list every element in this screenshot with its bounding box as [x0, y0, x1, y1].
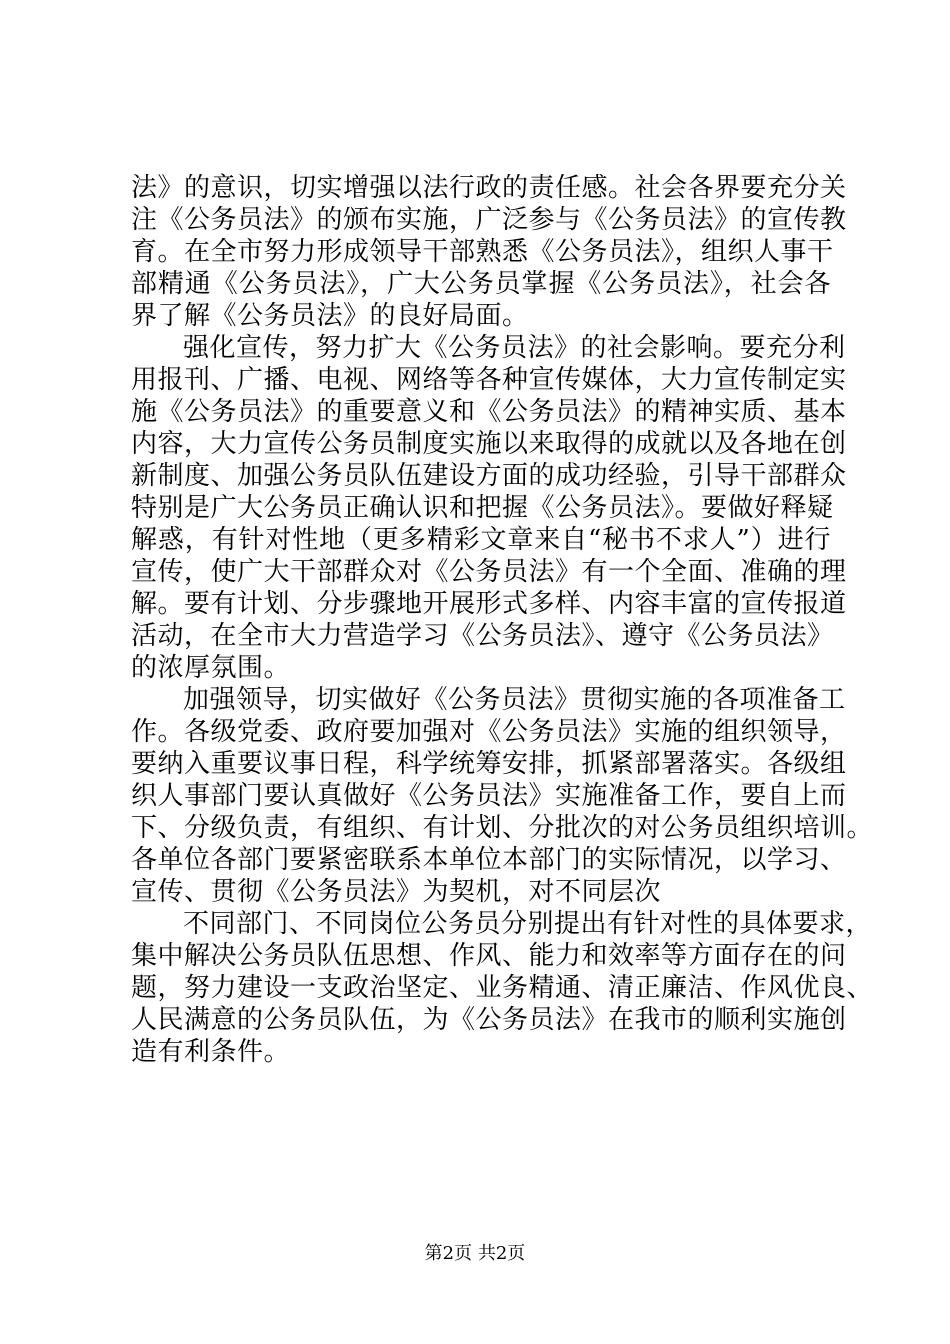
text-line: 界了解《公务员法》的良好局面。	[131, 301, 529, 331]
text-line: 特别是广大公务员正确认识和把握《公务员法》。要做好释疑	[131, 493, 834, 523]
text-line: 造有利条件。	[131, 1037, 291, 1067]
text-line: 织人事部门要认真做好《公务员法》实施准备工作，要自上而	[131, 781, 847, 811]
text-line: 宣传，使广大干部群众对《公务员法》有一个全面、准确的理	[131, 557, 847, 587]
text-line: 内容，大力宣传公务员制度实施以来取得的成就以及各地在创	[131, 429, 847, 459]
text-line: 法》的意识，切实增强以法行政的责任感。社会各界要充分关	[131, 173, 847, 203]
text-line: 注《公务员法》的颁布实施，广泛参与《公务员法》的宣传教	[131, 205, 847, 235]
text-line: 新制度、加强公务员队伍建设方面的成功经验，引导干部群众	[131, 461, 847, 491]
text-line: 用报刊、广播、电视、网络等各种宣传媒体，大力宣传制定实	[131, 365, 847, 395]
text-line: 要纳入重要议事日程，科学统筹安排，抓紧部署落实。各级组	[131, 749, 847, 779]
paragraph-start-line: 强化宣传，努力扩大《公务员法》的社会影响。要充分利	[183, 333, 846, 363]
text-line: 题，努力建设一支政治坚定、业务精通、清正廉洁、作风优良、	[131, 973, 874, 1003]
paragraph-start-line: 不同部门、不同岗位公务员分别提出有针对性的具体要求，	[183, 909, 873, 939]
text-line: 作。各级党委、政府要加强对《公务员法》实施的组织领导，	[131, 717, 847, 747]
text-line: 部精通《公务员法》，广大公务员掌握《公务员法》，社会各	[131, 269, 831, 299]
paragraph-start-line: 加强领导，切实做好《公务员法》贯彻实施的各项准备工	[183, 685, 846, 715]
text-line: 的浓厚氛围。	[131, 653, 291, 683]
text-line: 育。在全市努力形成领导干部熟悉《公务员法》，组织人事干	[131, 237, 834, 267]
body-text	[131, 172, 874, 1068]
text-line: 宣传、贯彻《公务员法》为契机，对不同层次	[131, 877, 662, 907]
text-line: 活动，在全市大力营造学习《公务员法》、遵守《公务员法》	[131, 621, 834, 651]
page-number-label: 第2页 共2页	[424, 1243, 526, 1264]
text-line: 下、分级负责，有组织、有计划、分批次的对公务员组织培训。	[131, 813, 874, 843]
text-line: 解惑，有针对性地（更多精彩文章来自“秘书不求人”）进行	[131, 525, 831, 555]
page-footer	[0, 1242, 950, 1266]
text-line: 集中解决公务员队伍思想、作风、能力和效率等方面存在的问	[131, 941, 847, 971]
text-line: 人民满意的公务员队伍，为《公务员法》在我市的顺利实施创	[131, 1005, 847, 1035]
text-line: 解。要有计划、分步骤地开展形式多样、内容丰富的宣传报道	[131, 589, 847, 619]
text-line: 施《公务员法》的重要意义和《公务员法》的精神实质、基本	[131, 397, 847, 427]
text-line: 各单位各部门要紧密联系本单位本部门的实际情况，以学习、	[131, 845, 847, 875]
